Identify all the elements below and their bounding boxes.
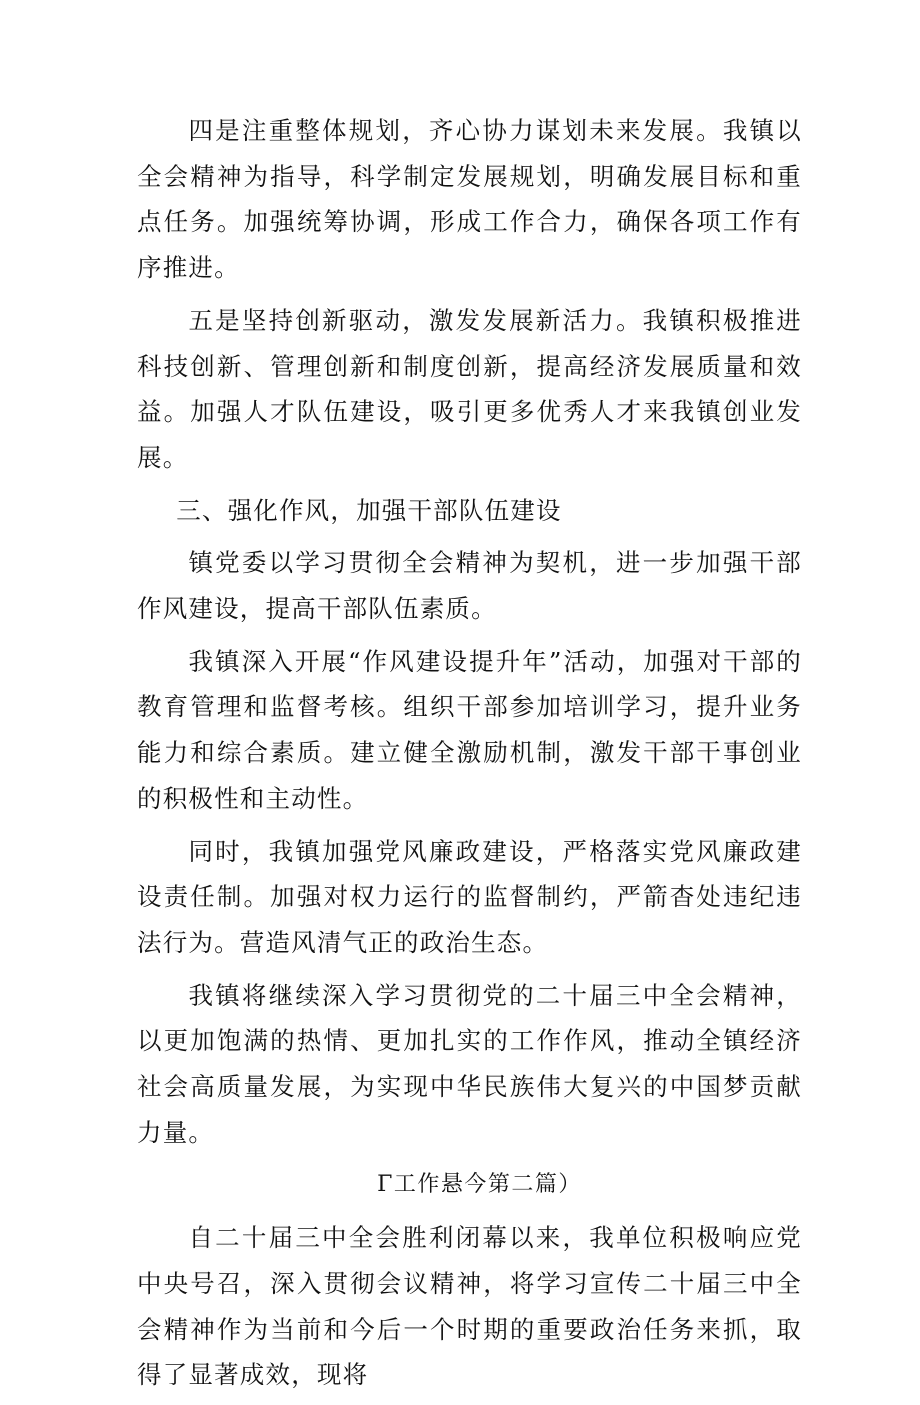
paragraph-four: 四是注重整体规划，齐心协力谋划未来发展。我镇以全会精神为指导，科学制定发展规划，明确发展目标和重点任务。加强统筹协调，形成工作合力，确保各项工作有序推进。 [137, 116, 802, 283]
chapter-subtitle: Γ工作悬今第二篇） [377, 1172, 582, 1198]
section-heading: 三、强化作风，加强干部队伍建设 [176, 495, 562, 525]
section-paragraph: 同时，我镇加强党风廉政建设，严格落实党风廉政建设责任制。加强对权力运行的监督制约，严箭杳处违纪违法行为。营造风清气正的政治生态。 [137, 836, 802, 957]
section-paragraph: 我镇深入开展“作风建设提升年”活动，加强对干部的教育管理和监督考核。组织干部参加培训学习，提升业务能力和综合素质。建立健全激励机制，激发干部干事创业的积极性和主动性。 [137, 646, 802, 813]
paragraph-five: 五是坚持创新驱动，激发发展新活力。我镇积极推进科技创新、管理创新和制度创新，提高经济发展质量和效益。加强人才队伍建设，吸引更多优秀人才来我镇创业发展。 [137, 305, 802, 472]
closing-paragraph: 自二十届三中全会胜利闭幕以来，我单位积极响应党中央号召，深入贯彻会议精神，将学习宣传二十届三中全会精神作为当前和今后一个时期的重要政治任务来抓，取得了显著成效，现将 [137, 1223, 802, 1390]
section-paragraph: 镇党委以学习贯彻全会精神为契机，进一步加强干部作风建设，提高干部队伍素质。 [137, 548, 802, 624]
section-paragraph: 我镇将继续深入学习贯彻党的二十届三中全会精神，以更加饱满的热情、更加扎实的工作作风，推动全镇经济社会高质量发展，为实现中华民族伟大复兴的中国梦贡献力量。 [137, 980, 802, 1147]
document-body [137, 108, 802, 1405]
